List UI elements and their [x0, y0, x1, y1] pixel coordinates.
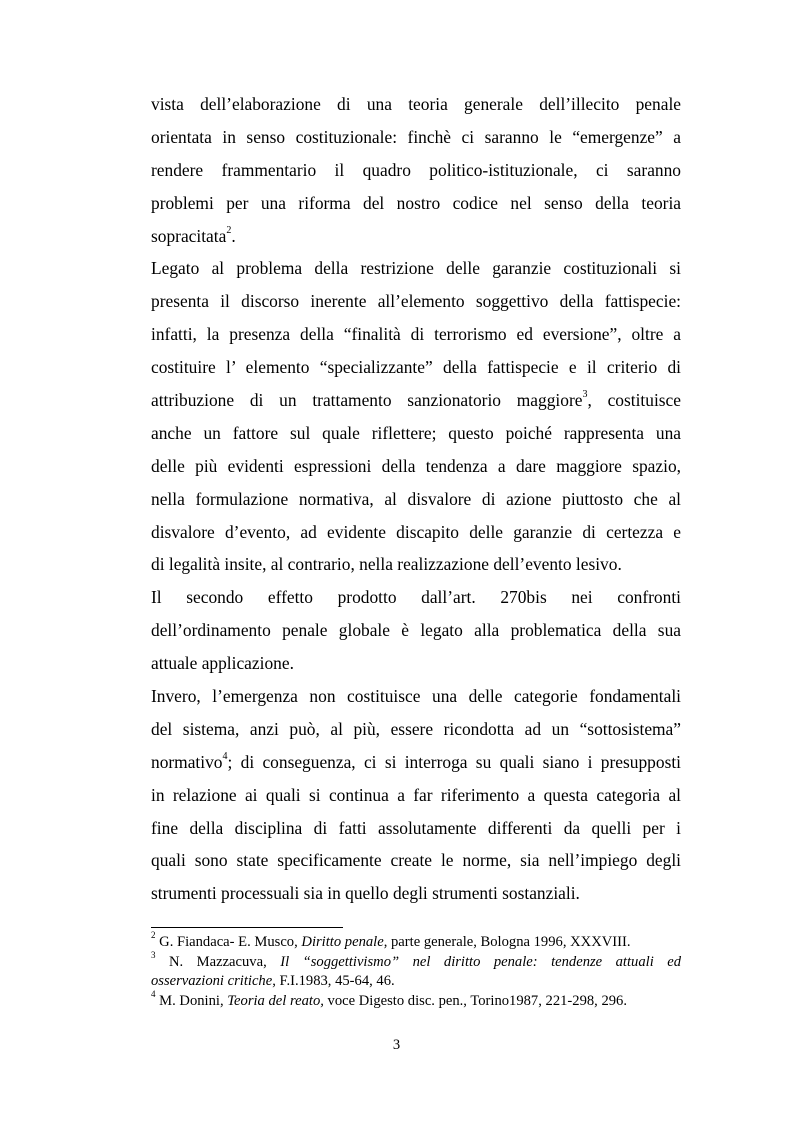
body-line — [151, 680, 681, 713]
body-line — [151, 154, 681, 187]
body-line — [151, 187, 681, 220]
text-run: Invero, l’emergenza non costituisce una delle categorie fondamentali — [151, 686, 681, 707]
text-run: M. Donini, — [155, 992, 228, 1009]
body-line — [151, 647, 681, 680]
text-run: N. Mazzacuva, — [155, 953, 281, 970]
text-run: delle più evidenti espressioni della tendenza a dare maggiore spazio, — [151, 455, 681, 476]
text-run: . — [231, 225, 236, 246]
footnote-reference: 2 — [151, 930, 156, 941]
body-line — [151, 581, 681, 614]
body-line — [151, 417, 681, 450]
page-number: 3 — [392, 1037, 401, 1053]
footnote-line — [151, 949, 682, 973]
footnote-reference: 4 — [222, 751, 228, 763]
footnotes — [151, 930, 682, 1011]
body-line — [151, 779, 681, 812]
body-text — [151, 88, 681, 910]
body-line — [151, 614, 681, 647]
body-line — [151, 746, 681, 779]
text-run: strumenti processuali sia in quello degli strumenti sostanziali. — [151, 883, 580, 904]
italic-text: Teoria del reato, — [227, 992, 324, 1009]
text-run: disvalore d’evento, ad evidente discapito delle garanzie di certezza e — [151, 521, 681, 542]
text-run: presenta il discorso inerente all’elemento soggettivo della fattispecie: — [151, 291, 681, 312]
text-run: costituire l’ elemento “specializzante” della fattispecie e il criterio di — [151, 357, 681, 378]
text-run: di legalità insite, al contrario, nella realizzazione dell’evento lesivo. — [151, 554, 622, 575]
footnote-reference: 3 — [151, 949, 156, 960]
footnote-reference: 2 — [226, 224, 232, 236]
text-run: normativo — [151, 751, 223, 772]
body-line — [151, 121, 681, 154]
footnote-separator — [151, 927, 343, 928]
text-run: Il secondo effetto prodotto dall’art. 270bis nei confronti — [151, 587, 681, 608]
body-line — [151, 384, 681, 417]
body-line — [151, 483, 681, 516]
body-line — [151, 285, 681, 318]
body-line — [151, 516, 681, 549]
text-run: ; di conseguenza, ci si interroga su quali siano i presupposti — [227, 751, 681, 772]
body-line — [151, 548, 681, 581]
text-run: orientata in senso costituzionale: finchè ci saranno le “emergenze” a — [151, 126, 681, 147]
body-line — [151, 220, 681, 253]
text-run: , F.I.1983, 45-64, 46. — [272, 973, 395, 989]
text-run: anche un fattore sul quale riflettere; questo poiché rappresenta una — [151, 422, 681, 443]
italic-text: Diritto penale — [301, 934, 384, 950]
footnote-reference: 3 — [582, 389, 588, 401]
body-line — [151, 318, 681, 351]
text-run: , costituisce — [587, 390, 681, 411]
body-line — [151, 450, 681, 483]
text-run: sopracitata — [151, 225, 227, 246]
text-run: infatti, la presenza della “finalità di terrorismo ed eversione”, oltre a — [151, 324, 681, 345]
body-line — [151, 88, 681, 121]
text-run: vista dell’elaborazione di una teoria generale dell’illecito penale — [151, 94, 681, 114]
text-run: Legato al problema della restrizione delle garanzie costituzionali si — [151, 258, 681, 279]
body-line — [151, 877, 681, 910]
italic-text: osservazioni critiche — [151, 973, 273, 989]
body-line — [151, 252, 681, 285]
body-line — [151, 351, 681, 384]
text-run: in relazione ai quali si continua a far riferimento a questa categoria al — [151, 784, 681, 805]
text-run: del sistema, anzi può, al più, essere ricondotta ad un “sottosistema” — [151, 718, 681, 739]
text-run: , parte generale, Bologna 1996, XXXVIII. — [383, 934, 631, 950]
text-run: rendere frammentario il quadro politico-istituzionale, ci saranno — [151, 159, 681, 180]
text-run: dell’ordinamento penale globale è legato alla problematica della sua — [151, 620, 681, 641]
text-run: fine della disciplina di fatti assolutamente differenti da quelli per i — [151, 817, 681, 838]
body-line — [151, 713, 681, 746]
footnote-reference: 4 — [151, 988, 156, 999]
body-line — [151, 844, 681, 877]
text-run: attribuzione di un trattamento sanzionatorio maggiore — [151, 390, 583, 411]
footnote-line — [151, 988, 681, 1012]
footnote-line — [151, 972, 681, 992]
text-run: voce Digesto disc. pen., Torino1987, 221-298, 296. — [323, 992, 628, 1009]
text-run: problemi per una riforma del nostro codice nel senso della teoria — [151, 192, 681, 213]
text-run: G. Fiandaca- E. Musco, — [155, 934, 302, 950]
body-line — [151, 812, 681, 845]
footnote-line — [151, 930, 681, 953]
text-run: attuale applicazione. — [151, 653, 294, 674]
text-run: quali sono state specificamente create le norme, sia nell’impiego degli — [151, 850, 681, 871]
text-run: nella formulazione normativa, al disvalore di azione piuttosto che al — [151, 488, 681, 509]
italic-text: Il “soggettivismo” nel diritto penale: tendenze attuali ed — [280, 953, 682, 970]
